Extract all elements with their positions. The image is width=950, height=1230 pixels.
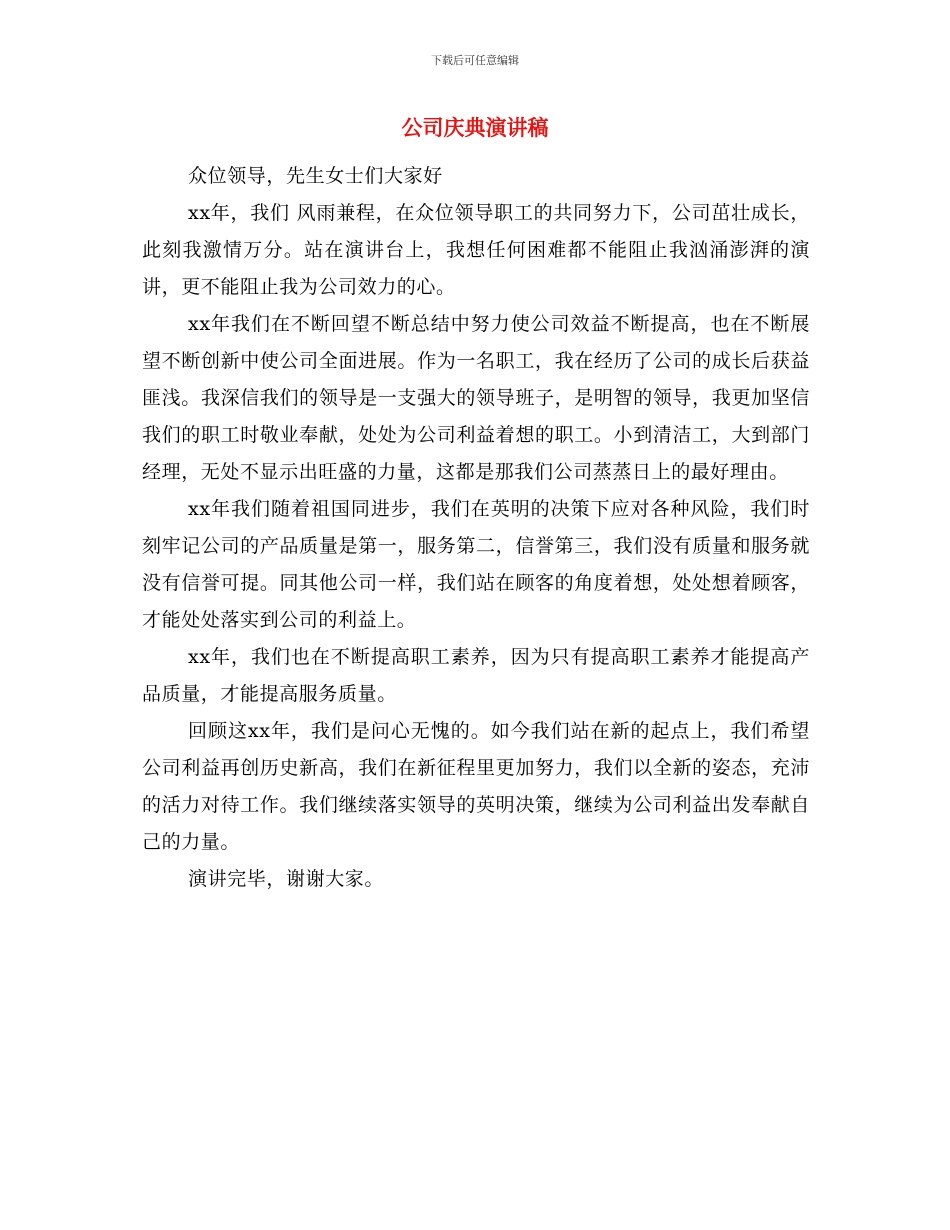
- paragraph: xx年，我们 风雨兼程，在众位领导职工的共同努力下，公司茁壮成长，此刻我激情万分。站在演讲台上，我想任何困难都不能阻止我汹涌澎湃的演讲，更不能阻止我为公司效力的心。: [142, 202, 810, 298]
- paragraph: 回顾这xx年，我们是问心无愧的。如今我们站在新的起点上，我们希望公司利益再创历史新高，我们在新征程里更加努力，我们以全新的姿态，充沛的活力对待工作。我们继续落实领导的英明决策，继续为公司利益出发奉献自己的力量。: [142, 720, 810, 853]
- document-body: [142, 158, 810, 898]
- header-note: 下载后可任意编辑: [431, 54, 519, 67]
- paragraph-greeting: 众位领导，先生女士们大家好: [188, 165, 443, 187]
- paragraph-closing: 演讲完毕，谢谢大家。: [188, 868, 385, 890]
- paragraph: xx年我们在不断回望不断总结中努力使公司效益不断提高，也在不断展望不断创新中使公司全面进展。作为一名职工，我在经历了公司的成长后获益匪浅。我深信我们的领导是一支强大的领导班子，是明智的领导，我更加坚信我们的职工时敬业奉献，处处为公司利益着想的职工。小到清洁工，大到部门经理，无处不显示出旺盛的力量，这都是那我们公司蒸蒸日上的最好理由。: [142, 313, 810, 483]
- paragraph: xx年，我们也在不断提高职工素养，因为只有提高职工素养才能提高产品质量，才能提高服务质量。: [142, 646, 810, 705]
- paragraph: xx年我们随着祖国同进步，我们在英明的决策下应对各种风险，我们时刻牢记公司的产品质量是第一，服务第二，信誉第三，我们没有质量和服务就没有信誉可提。同其他公司一样，我们站在顾客的角度着想，处处想着顾客，才能处处落实到公司的利益上。: [142, 498, 810, 631]
- document-title: 公司庆典演讲稿: [401, 116, 549, 140]
